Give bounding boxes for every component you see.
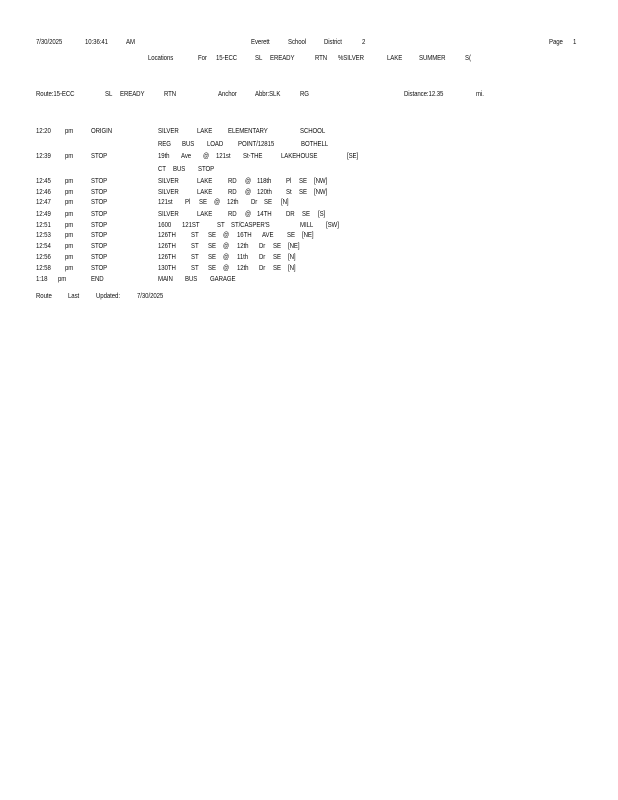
stop-type: STOP [91,176,108,185]
stop-type: END [91,274,104,283]
stop-location-word: 121st [216,151,231,160]
stop-location-word: BOTHELL [301,139,329,148]
distance-unit: mi. [476,89,484,98]
stop-type: STOP [91,151,108,160]
stop-location-word: @ [223,252,230,261]
stop-ampm: pm [65,230,74,239]
stop-location-word: ST/CASPER'S [231,220,270,229]
stop-time: 12:45 [36,176,51,185]
stop-location-word: [N] [288,252,296,261]
stop-location-word: BUS [185,274,198,283]
stop-location-word: [NW] [314,187,328,196]
stop-location-word: 121ST [182,220,200,229]
stop-location-word: SILVER [158,126,179,135]
stop-location-word: SE [299,176,307,185]
stop-location-word: 130TH [158,263,176,272]
stop-location-word: ST [217,220,225,229]
stop-location-word: St [286,187,292,196]
stop-location-word: [NE] [302,230,314,239]
anchor-label: Anchor [218,89,237,98]
stop-location-word: [SE] [347,151,359,160]
stop-location-word: SILVER [158,176,179,185]
footer-word: Last [68,291,80,300]
stop-location-word: ST [191,241,199,250]
stop-location-word: 14TH [257,209,272,218]
report-ampm: AM [126,37,135,46]
stop-ampm: pm [65,209,74,218]
stop-type: STOP [91,263,108,272]
stop-location-word: POINT/12815 [238,139,275,148]
stop-location-word: SE [302,209,310,218]
stop-location-word: SE [199,197,207,206]
stop-location-word: MAIN [158,274,173,283]
stop-location-word: ST [191,230,199,239]
stop-ampm: pm [65,252,74,261]
stop-location-word: LAKEHOUSE [281,151,318,160]
stop-location-word: AVE [262,230,274,239]
stop-ampm: pm [65,263,74,272]
stop-location-word: Dr [259,263,266,272]
report-time: 10:36:41 [85,37,108,46]
stop-ampm: pm [65,176,74,185]
stop-location-word: 11th [237,252,249,261]
stop-time: 12:54 [36,241,51,250]
report-title-word: 15-ECC [216,53,238,62]
stop-location-word: 12th [227,197,239,206]
stop-location-word: St-THE [243,151,263,160]
stop-location-word: RD [228,176,237,185]
stop-location-word: RD [228,209,237,218]
stop-time: 12:47 [36,197,51,206]
stop-location-word: Pl [286,176,292,185]
stop-ampm: pm [65,197,74,206]
stop-location-word: ST [191,263,199,272]
stop-location-word: 118th [257,176,272,185]
stop-location-word: MILL [300,220,314,229]
district-name-word: Everett [251,37,270,46]
stop-time: 12:20 [36,126,51,135]
stop-location-word: [NE] [288,241,300,250]
stop-location-word: 126TH [158,241,176,250]
stop-location-word: SILVER [158,187,179,196]
stop-location-word: SE [273,241,281,250]
report-title-word: RTN [315,53,328,62]
stop-time: 12:46 [36,187,51,196]
route-distance: Distance:12.35 [404,89,444,98]
footer-word: 7/30/2025 [137,291,164,300]
stop-location-word: SE [208,241,216,250]
stop-location-word: 121st [158,197,173,206]
stop-location-word: CT [158,164,166,173]
stop-ampm: pm [58,274,67,283]
stop-location-word: 126TH [158,230,176,239]
stop-location-word: SE [208,252,216,261]
stop-location-word: [N] [288,263,296,272]
stop-location-word: STOP [198,164,215,173]
route-code: Route:15-ECC [36,89,75,98]
stop-location-word: LAKE [197,209,213,218]
route-rtn: RTN [164,89,177,98]
stop-time: 12:56 [36,252,51,261]
stop-location-word: 12th [237,263,249,272]
stop-location-word: DR [286,209,295,218]
stop-location-word: @ [223,263,230,272]
stop-location-word: SE [273,263,281,272]
report-title-word: %SILVER [338,53,364,62]
stop-location-word: @ [245,187,252,196]
report-title-word: SL [255,53,263,62]
stop-location-word: SE [273,252,281,261]
stop-location-word: SE [299,187,307,196]
stop-location-word: SE [208,230,216,239]
stop-location-word: LOAD [207,139,224,148]
stop-location-word: GARAGE [210,274,236,283]
stop-type: STOP [91,197,108,206]
stop-location-word: ST [191,252,199,261]
stop-location-word: SCHOOL [300,126,326,135]
stop-location-word: LAKE [197,126,213,135]
stop-type: STOP [91,241,108,250]
stop-type: STOP [91,230,108,239]
stop-location-word: BUS [182,139,195,148]
stop-location-word: [NW] [314,176,328,185]
stop-location-word: @ [203,151,210,160]
stop-location-word: [SW] [326,220,339,229]
stop-time: 12:51 [36,220,51,229]
stop-type: STOP [91,252,108,261]
stop-location-word: 1600 [158,220,172,229]
stop-location-word: [S] [318,209,326,218]
district-name-word: School [288,37,307,46]
stop-ampm: pm [65,187,74,196]
stop-location-word: @ [223,230,230,239]
stop-location-word: @ [245,176,252,185]
stop-location-word: Dr [259,241,266,250]
stop-location-word: SE [287,230,295,239]
stop-time: 12:58 [36,263,51,272]
stop-location-word: RD [228,187,237,196]
stop-location-word: 19th [158,151,170,160]
stop-location-word: @ [214,197,221,206]
stop-location-word: @ [223,241,230,250]
stop-location-word: REG [158,139,171,148]
footer-word: Route [36,291,52,300]
stop-location-word: [N] [281,197,289,206]
stop-location-word: Ave [181,151,192,160]
stop-location-word: ELEMENTARY [228,126,268,135]
stop-time: 12:53 [36,230,51,239]
stop-type: STOP [91,220,108,229]
stop-ampm: pm [65,126,74,135]
stop-ampm: pm [65,241,74,250]
stop-location-word: 16TH [237,230,252,239]
report-title-word: EREADY [270,53,295,62]
stop-ampm: pm [65,151,74,160]
stop-location-word: Pl [185,197,191,206]
report-title-word: S( [465,53,471,62]
stop-location-word: Dr [251,197,258,206]
report-title-word: Locations [148,53,174,62]
stop-location-word: SE [208,263,216,272]
stop-type: STOP [91,187,108,196]
report-date: 7/30/2025 [36,37,63,46]
report-title-word: SUMMER [419,53,446,62]
stop-time: 12:49 [36,209,51,218]
stop-location-word: @ [245,209,252,218]
stop-location-word: 12th [237,241,249,250]
stop-location-word: Dr [259,252,266,261]
page-number: 1 [573,37,577,46]
route-rg: RG [300,89,309,98]
route-sl: SL [105,89,113,98]
stop-type: STOP [91,209,108,218]
stop-ampm: pm [65,220,74,229]
district-name-word: District [324,37,342,46]
stop-location-word: BUS [173,164,186,173]
route-eready: EREADY [120,89,145,98]
stop-type: ORIGIN [91,126,113,135]
route-abbr: Abbr:SLK [255,89,281,98]
report-title-word: LAKE [387,53,403,62]
report-title-word: For [198,53,207,62]
district-name-word: 2 [362,37,366,46]
stop-location-word: 120th [257,187,272,196]
page-label: Page [549,37,563,46]
stop-location-word: SILVER [158,209,179,218]
stop-time: 1:18 [36,274,48,283]
stop-location-word: LAKE [197,176,213,185]
stop-location-word: SE [264,197,272,206]
footer-word: Updated: [96,291,120,300]
stop-location-word: 126TH [158,252,176,261]
stop-location-word: LAKE [197,187,213,196]
stop-time: 12:39 [36,151,51,160]
